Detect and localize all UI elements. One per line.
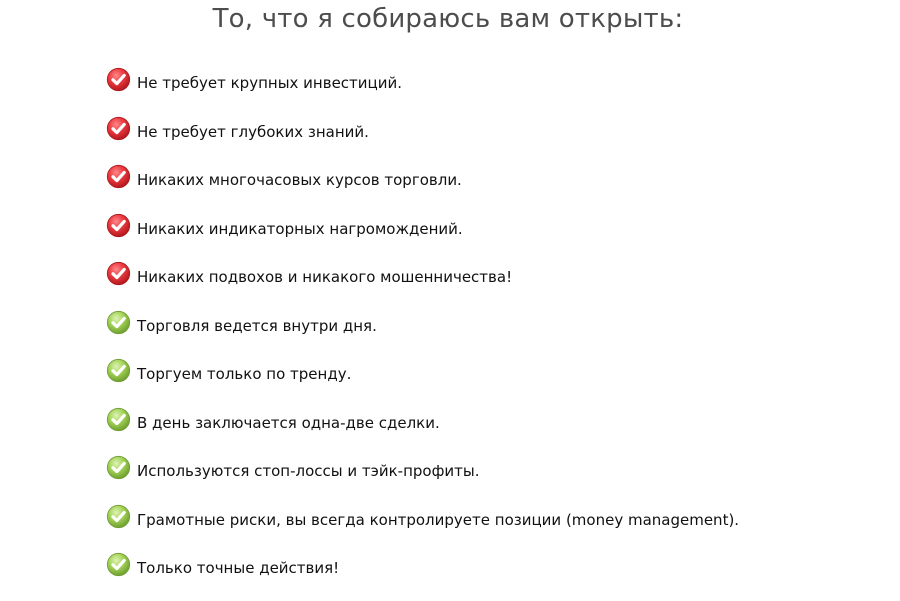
list-item-text: Никаких подвохов и никакого мошенничества! [137, 268, 513, 286]
list-item-text: Только точные действия! [137, 559, 340, 577]
list-item-text: Никаких индикаторных нагромождений. [137, 219, 463, 238]
red-check-icon [106, 67, 131, 92]
red-check-icon [106, 116, 131, 141]
green-check-icon [106, 552, 131, 577]
list-item-text: Торговля ведется внутри дня. [137, 316, 377, 335]
list-item-text: Не требует крупных инвестиций. [137, 74, 403, 92]
green-check-icon [106, 455, 131, 480]
list-item-text: Используются стоп-лоссы и тэйк-профиты. [137, 462, 480, 480]
list-item-text: Никаких многочасовых курсов торговли. [137, 171, 462, 189]
green-check-icon [106, 504, 131, 529]
list-item-text: Грамотные риски, вы всегда контролируете позиции (money management). [137, 510, 740, 529]
list-item-text: Не требует глубоких знаний. [137, 122, 369, 141]
red-check-icon [106, 164, 131, 189]
list-item-text: В день заключается одна-две сделки. [137, 413, 440, 432]
green-check-icon [106, 358, 131, 383]
red-check-icon [106, 213, 131, 238]
green-check-icon [106, 407, 131, 432]
red-check-icon [106, 261, 131, 286]
list-item-text: Торгуем только по тренду. [137, 365, 352, 383]
page-title: То, что я собираюсь вам открыть: [212, 4, 684, 34]
green-check-icon [106, 310, 131, 335]
